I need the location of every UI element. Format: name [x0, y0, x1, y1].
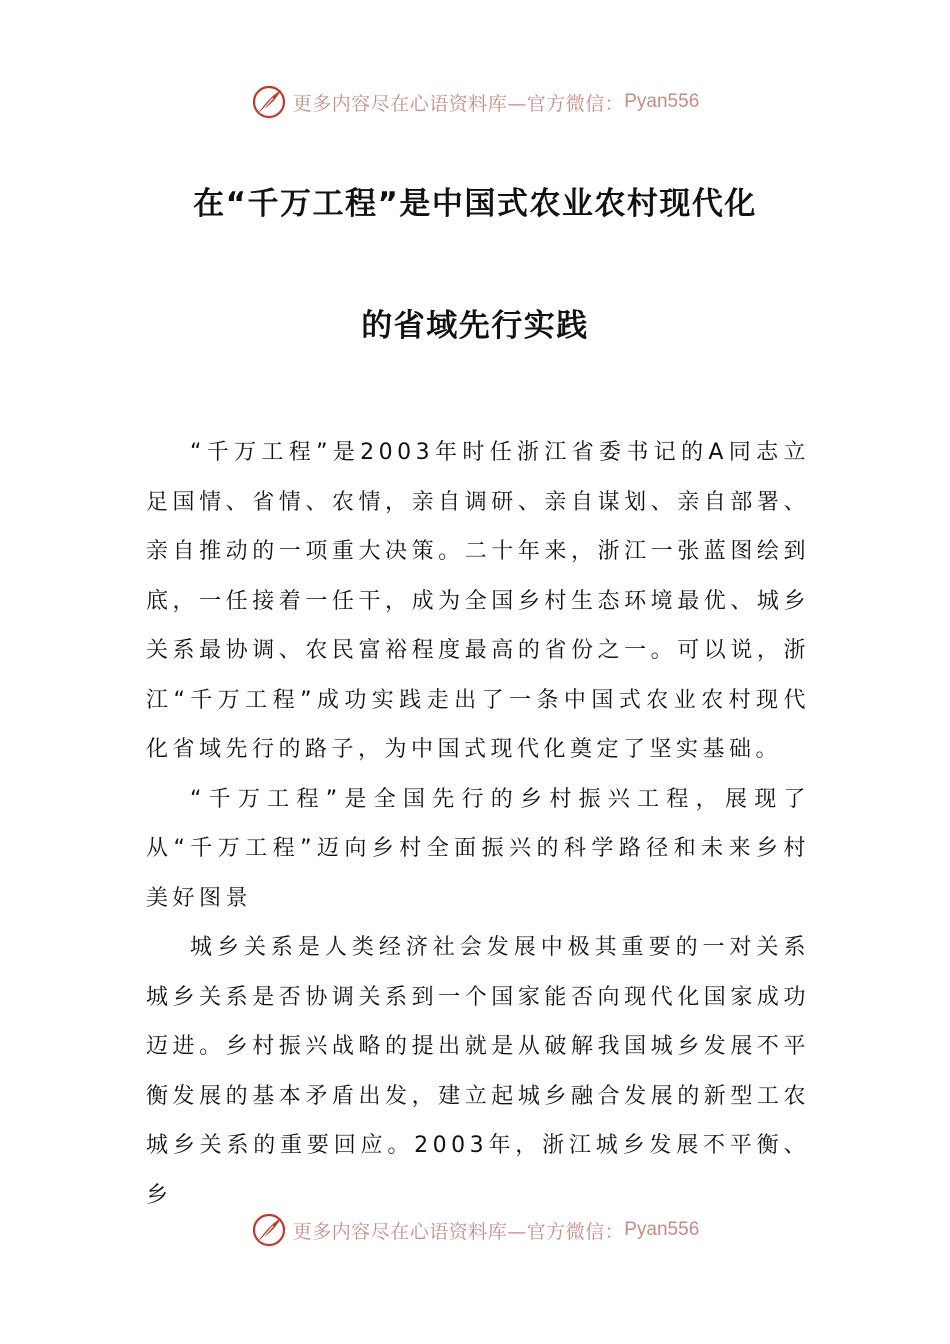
- document-body: [146, 428, 810, 1220]
- watermark-wechat-id: Pyan556: [624, 91, 700, 112]
- footer-watermark: [0, 1210, 950, 1250]
- body-paragraph: “千万工程”是2003年时任浙江省委书记的A同志立足国情、省情、农情，亲自调研、亲自谋划、亲自部署、亲自推动的一项重大决策。二十年来，浙江一张蓝图绘到底，一任接着一任干，成为全国乡村生态环境最优、城乡关系最协调、农民富裕程度最高的省份之一。可以说，浙江“千万工程”成功实践走出了一条中国式农业农村现代化省域先行的路子，为中国式现代化奠定了坚实基础。: [146, 440, 810, 762]
- body-paragraph: 城乡关系是人类经济社会发展中极其重要的一对关系城乡关系是否协调关系到一个国家能否向现代化国家成功迈进。乡村振兴战略的提出就是从破解我国城乡发展不平衡发展的基本矛盾出发，建立起城乡融合发展的新型工农城乡关系的重要回应。2003年，浙江城乡发展不平衡、乡: [146, 935, 810, 1208]
- watermark-text: 更多内容尽在心语资料库—官方微信：: [292, 92, 625, 115]
- watermark-text: 更多内容尽在心语资料库—官方微信：: [292, 1220, 625, 1243]
- quill-logo-icon: [251, 1212, 287, 1248]
- quill-logo-icon: [251, 84, 287, 120]
- document-title-line-2: 的省域先行实践: [361, 308, 589, 344]
- watermark-wechat-id: Pyan556: [624, 1219, 700, 1240]
- header-watermark: [0, 82, 950, 122]
- body-paragraph: “千万工程”是全国先行的乡村振兴工程，展现了从“千万工程”迈向乡村全面振兴的科学路径和未来乡村美好图景: [146, 786, 810, 911]
- document-title-line-1: 在“千万工程”是中国式农业农村现代化: [193, 186, 757, 222]
